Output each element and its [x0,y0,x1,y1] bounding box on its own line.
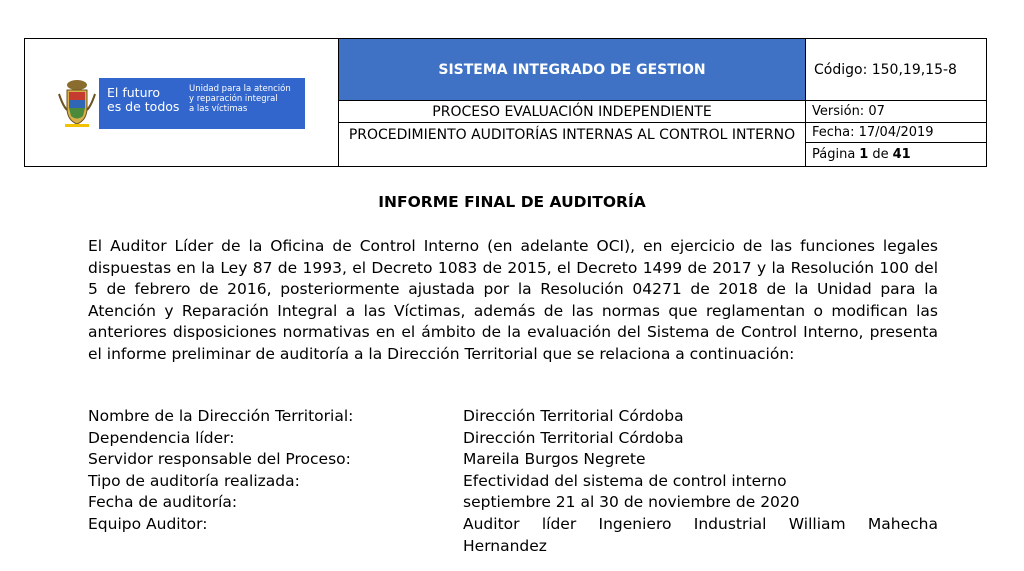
detail-row [88,406,938,428]
entity-logo [55,76,305,129]
detail-value: Dirección Territorial Córdoba [463,428,684,447]
logo-main-text: El futuro es de todos [107,85,180,114]
detail-row [88,428,938,450]
logo-sub-text: Unidad para la atención y reparación integral a las víctimas [189,84,291,114]
detail-value: Efectividad del sistema de control interno [463,471,787,490]
system-title: SISTEMA INTEGRADO DE GESTION [339,39,806,101]
detail-row [88,492,938,514]
detail-label: Fecha de auditoría: [88,493,238,512]
detail-row [88,449,938,471]
intro-paragraph: El Auditor Líder de la Oficina de Control Interno (en adelante OCI), en ejercicio de las funciones legales dispuestas en la Ley 87 de 1993, el Decreto 1083 de 2015, el Decreto 1499 de 2017 y la Resolución 100 del 5 de febrero de 2016, posteriormente ajustada por la Resolución 04271 de 2018 de la Unidad para la Atención y Reparación Integral a las Víctimas, además de las normas que reglamentan o modifican las anteriores disposiciones normativas en el ámbito de la evaluación del Sistema de Control Interno, presenta el informe preliminar de auditoría a la Dirección Territorial que se relaciona a continuación: [88,237,938,363]
detail-label: Servidor responsable del Proceso: [88,450,351,469]
document-date: Fecha: 17/04/2019 [806,123,986,143]
detail-row [88,471,938,493]
page-current: 1 [859,147,869,162]
procedure-name: PROCEDIMIENTO AUDITORÍAS INTERNAS AL CONTROL INTERNO [339,123,806,166]
document-code: Código: 150,19,15-8 [806,39,986,101]
detail-value: Mareila Burgos Negrete [463,450,646,469]
page-indicator [806,143,986,166]
audit-details [88,406,938,557]
detail-label: Dependencia líder: [88,428,235,447]
detail-label: Tipo de auditoría realizada: [88,471,300,490]
page-total: 41 [892,147,911,162]
page-of: de [872,147,889,162]
page-label: Página [812,147,856,162]
detail-value: septiembre 21 al 30 de noviembre de 2020 [463,493,800,512]
document-version: Versión: 07 [806,101,986,123]
process-name: PROCESO EVALUACIÓN INDEPENDIENTE [339,101,806,123]
detail-value: Auditor líder Ingeniero Industrial William Mahecha Hernandez [463,514,938,555]
detail-value: Dirección Territorial Córdoba [463,407,684,425]
coat-of-arms-icon [55,76,99,129]
detail-row [88,514,938,557]
detail-label: Equipo Auditor: [88,514,208,533]
report-title: INFORME FINAL DE AUDITORÍA [378,193,646,211]
document-header-table [24,38,987,167]
detail-label: Nombre de la Dirección Territorial: [88,407,354,425]
logo-cell [25,39,339,166]
